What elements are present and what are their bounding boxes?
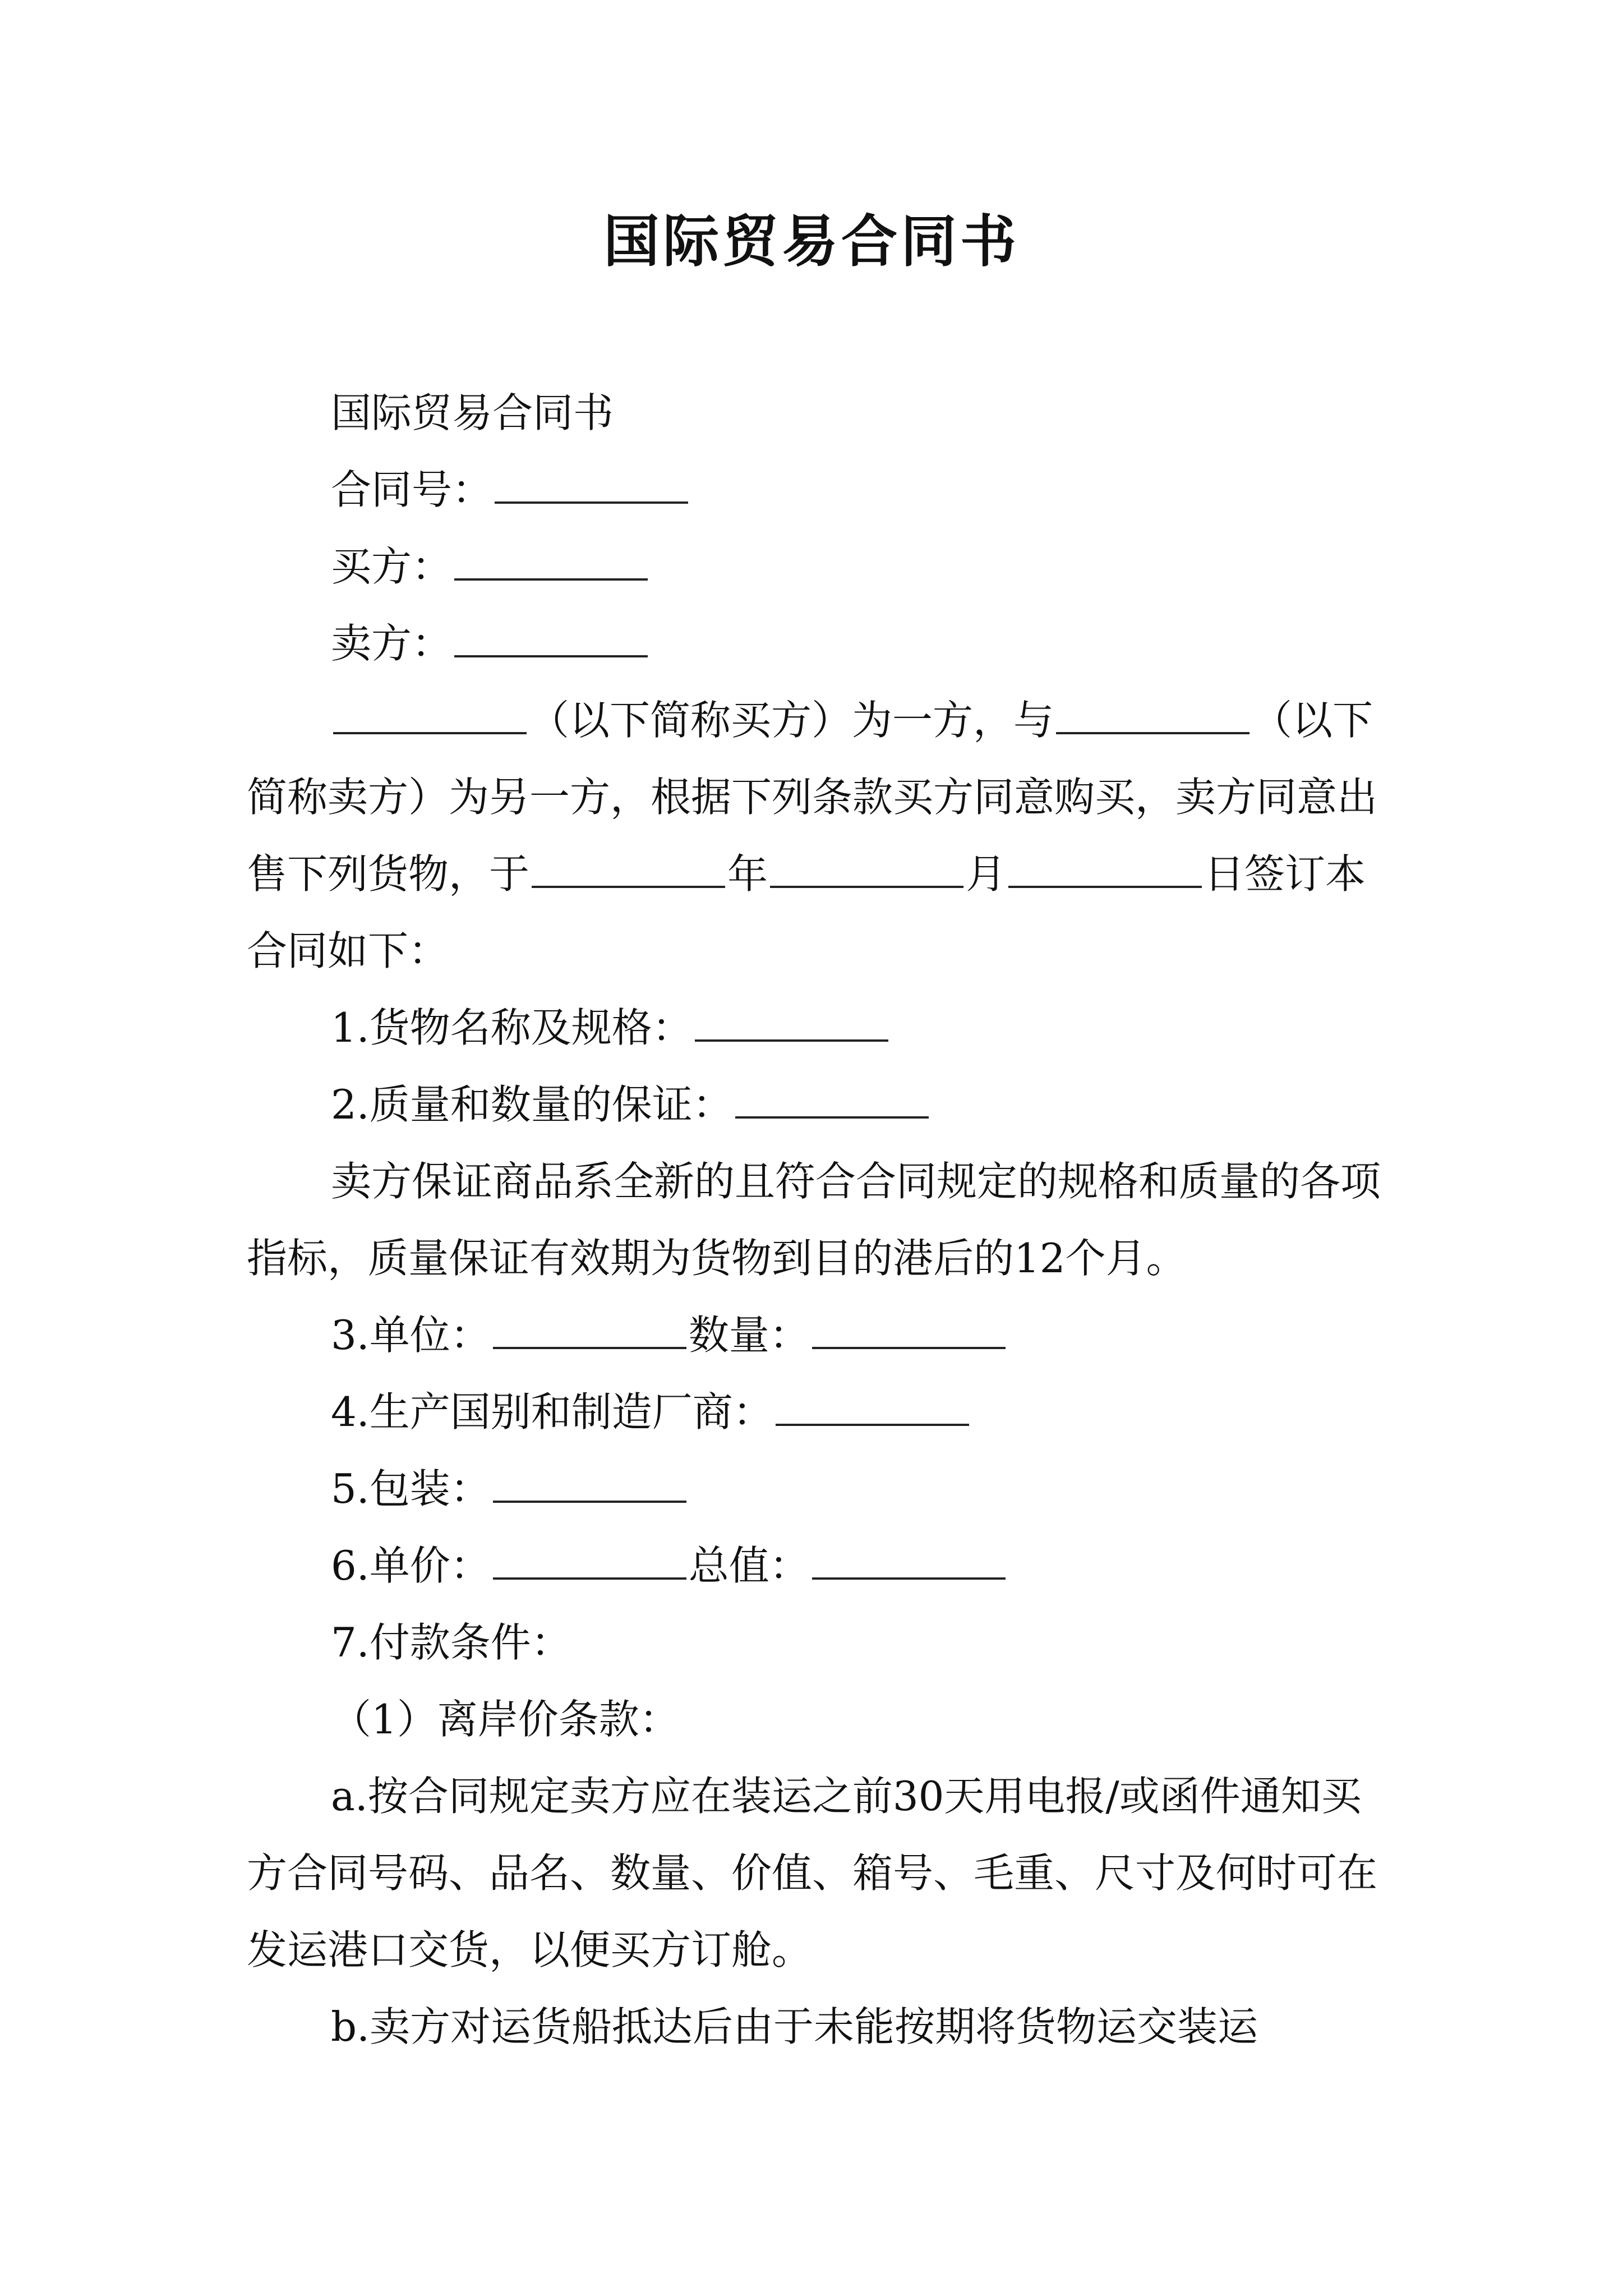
seller-line bbox=[247, 605, 1396, 682]
year-blank bbox=[532, 886, 725, 888]
item7-a: a.按合同规定卖方应在装运之前30天用电报/或函件通知买方合同号码、品名、数量、价值、箱号、毛重、尺寸及何时可在发运港口交货，以便买方订舱。 bbox=[247, 1773, 1378, 1973]
item1-label: 1.货物名称及规格： bbox=[331, 1004, 693, 1051]
item6-line bbox=[247, 1527, 1396, 1604]
item2-text: 卖方保证商品系全新的且符合合同规定的规格和质量的各项指标，质量保证有效期为货物到目的港后的12个月。 bbox=[247, 1158, 1381, 1282]
intro-paragraph bbox=[247, 682, 1396, 990]
item2-label: 2.质量和数量的保证： bbox=[331, 1081, 733, 1128]
day-blank bbox=[1008, 886, 1202, 888]
heading-line: 国际贸易合同书 bbox=[331, 389, 614, 436]
contract-no-line bbox=[247, 452, 1396, 528]
seller-blank bbox=[454, 655, 648, 657]
seller-name-blank bbox=[1056, 732, 1249, 734]
intro-year: 年 bbox=[727, 850, 768, 898]
page-title: 国际贸易合同书 bbox=[603, 208, 1020, 274]
item4-line bbox=[247, 1374, 1396, 1451]
buyer-line bbox=[247, 528, 1396, 605]
item5-label: 5.包装： bbox=[331, 1465, 491, 1512]
month-blank bbox=[770, 886, 963, 888]
contract-no-label: 合同号： bbox=[331, 466, 493, 513]
item3-unit-blank bbox=[493, 1347, 686, 1349]
item3-qty-blank bbox=[812, 1347, 1006, 1349]
item1-line bbox=[247, 990, 1396, 1066]
intro-part3: 日签订本合同如下： bbox=[247, 850, 1366, 974]
item3-unit-label: 3.单位： bbox=[331, 1312, 491, 1359]
intro-part1: （以下简称买方）为一方，与 bbox=[529, 697, 1054, 744]
item6-price-blank bbox=[493, 1577, 686, 1580]
item7-b: b.卖方对运货船抵达后由于未能按期将货物运交装运 bbox=[331, 2003, 1258, 2050]
item4-blank bbox=[776, 1424, 969, 1426]
item6-total-label: 总值： bbox=[688, 1542, 810, 1589]
item5-line bbox=[247, 1451, 1396, 1527]
item3-line bbox=[247, 1297, 1396, 1374]
item3-qty-label: 数量： bbox=[688, 1312, 810, 1359]
item6-total-blank bbox=[812, 1577, 1006, 1580]
item7-sub1: （1）离岸价条款： bbox=[331, 1696, 680, 1743]
buyer-name-blank bbox=[333, 732, 527, 734]
item1-blank bbox=[695, 1039, 888, 1042]
contract-body bbox=[247, 375, 1396, 2065]
item5-blank bbox=[493, 1501, 686, 1503]
intro-part2: （以下简称卖方）为另一方，根据下列条款买方同意购买，卖方同意出售下列货物，于 bbox=[247, 697, 1378, 898]
intro-month: 月 bbox=[966, 850, 1007, 898]
item2-line bbox=[247, 1066, 1396, 1143]
contract-no-blank bbox=[495, 501, 688, 504]
buyer-blank bbox=[454, 578, 648, 581]
item6-price-label: 6.单价： bbox=[331, 1542, 491, 1589]
buyer-label: 买方： bbox=[331, 543, 453, 590]
item7-line: 7.付款条件： bbox=[331, 1619, 571, 1666]
item2-blank bbox=[735, 1116, 929, 1119]
item4-label: 4.生产国别和制造厂商： bbox=[331, 1388, 773, 1435]
seller-label: 卖方： bbox=[331, 620, 453, 667]
